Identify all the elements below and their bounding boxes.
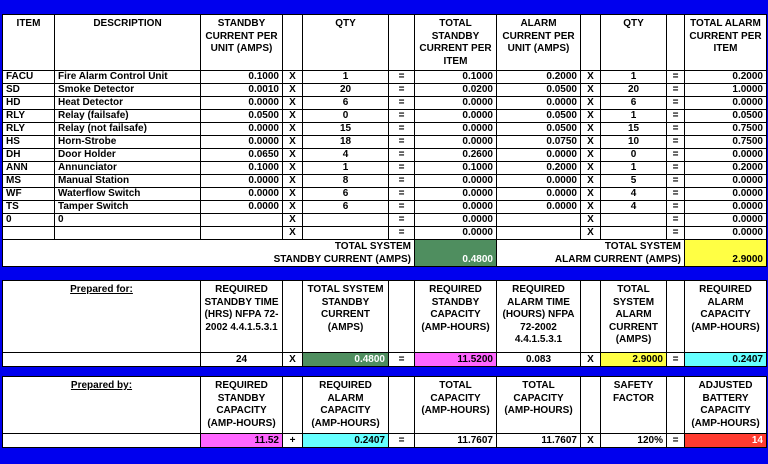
standby-per-unit-cell[interactable] (201, 227, 283, 240)
alarm-per-unit-cell[interactable]: 0.0750 (497, 136, 581, 149)
qty-cell[interactable]: 4 (303, 149, 389, 162)
total-alarm-cell[interactable]: 0.0000 (685, 188, 767, 201)
alarm-per-unit-cell[interactable]: 0.2000 (497, 71, 581, 84)
item-cell[interactable]: FACU (3, 71, 55, 84)
equals-operator: = (667, 175, 685, 188)
capacity-table (2, 280, 767, 367)
standby-per-unit-cell[interactable]: 0.0650 (201, 149, 283, 162)
table-row (3, 71, 767, 84)
total-standby-cell[interactable]: 0.0000 (415, 201, 497, 214)
qty2-cell[interactable]: 1 (601, 162, 667, 175)
standby-per-unit-cell[interactable]: 0.0000 (201, 97, 283, 110)
alarm-per-unit-cell[interactable]: 0.0000 (497, 201, 581, 214)
total-alarm-value[interactable]: 2.9000 (685, 240, 767, 267)
description-cell[interactable]: Manual Station (55, 175, 201, 188)
multiply-operator: X (283, 201, 303, 214)
qty-cell[interactable] (303, 214, 389, 227)
alarm-per-unit-cell[interactable]: 0.0500 (497, 110, 581, 123)
standby-per-unit-cell[interactable]: 0.0010 (201, 84, 283, 97)
prepared-by-label: Prepared by: (3, 377, 201, 434)
header-required-alarm-capacity: REQUIRED ALARM CAPACITY (AMP-HOURS) (303, 377, 389, 434)
total-alarm-cell[interactable]: 0.7500 (685, 136, 767, 149)
multiply-operator: X (581, 71, 601, 84)
total-standby-cell[interactable]: 0.0000 (415, 136, 497, 149)
battery-value-row (3, 434, 767, 448)
header-standby-per-unit: STANDBY CURRENT PER UNIT (AMPS) (201, 15, 283, 71)
header-blank (389, 281, 415, 353)
header-description: DESCRIPTION (55, 15, 201, 71)
safety-factor-value[interactable]: 120% (601, 434, 667, 448)
qty2-cell[interactable]: 10 (601, 136, 667, 149)
total-alarm-cell[interactable]: 0.0000 (685, 149, 767, 162)
header-required-standby-capacity: REQUIRED STANDBY CAPACITY (AMP-HOURS) (201, 377, 283, 434)
multiply-operator: X (283, 84, 303, 97)
total-alarm-label (497, 240, 685, 267)
battery-table (2, 376, 767, 448)
multiply-operator: X (581, 353, 601, 367)
equals-operator: = (667, 149, 685, 162)
total-alarm-cell[interactable]: 0.0000 (685, 201, 767, 214)
load-header-row (3, 15, 767, 71)
table-row (3, 175, 767, 188)
table-row (3, 84, 767, 97)
qty2-cell[interactable]: 4 (601, 201, 667, 214)
header-total-standby: TOTAL STANDBY CURRENT PER ITEM (415, 15, 497, 71)
header-blank (667, 15, 685, 71)
header-blank (283, 15, 303, 71)
qty-cell[interactable]: 1 (303, 71, 389, 84)
header-blank (283, 377, 303, 434)
table-row (3, 227, 767, 240)
total-standby-cell[interactable]: 0.0000 (415, 214, 497, 227)
header-required-alarm-capacity: REQUIRED ALARM CAPACITY (AMP-HOURS) (685, 281, 767, 353)
qty-cell[interactable]: 1 (303, 162, 389, 175)
multiply-operator: X (283, 162, 303, 175)
total-standby-label-2: STANDBY CURRENT (AMPS) (273, 254, 411, 265)
qty-cell[interactable]: 6 (303, 201, 389, 214)
header-qty2: QTY (601, 15, 667, 71)
standby-per-unit-cell[interactable]: 0.0000 (201, 136, 283, 149)
equals-operator: = (667, 353, 685, 367)
top-bar (0, 0, 768, 14)
description-cell[interactable]: Door Holder (55, 149, 201, 162)
standby-time-value[interactable]: 24 (201, 353, 283, 367)
alarm-time-value[interactable]: 0.083 (497, 353, 581, 367)
total-capacity-value[interactable]: 11.7607 (415, 434, 497, 448)
multiply-operator: X (581, 227, 601, 240)
qty-cell[interactable]: 20 (303, 84, 389, 97)
description-cell[interactable]: 0 (55, 214, 201, 227)
alarm-per-unit-cell[interactable]: 0.0000 (497, 149, 581, 162)
equals-operator: = (667, 123, 685, 136)
qty-cell[interactable]: 6 (303, 97, 389, 110)
equals-operator: = (389, 201, 415, 214)
equals-operator: = (389, 136, 415, 149)
total-alarm-cell[interactable]: 0.0000 (685, 175, 767, 188)
multiply-operator: X (581, 149, 601, 162)
header-required-alarm-time: REQUIRED ALARM TIME (HOURS) NFPA 72-2002 4.4.1.5.3.1 (497, 281, 581, 353)
total-standby-cell[interactable]: 0.2600 (415, 149, 497, 162)
table-row (3, 149, 767, 162)
description-cell[interactable]: Relay (not failsafe) (55, 123, 201, 136)
equals-operator: = (667, 110, 685, 123)
equals-operator: = (667, 71, 685, 84)
total-standby-cell[interactable]: 0.0000 (415, 110, 497, 123)
total-alarm-cell[interactable]: 0.0000 (685, 97, 767, 110)
alarm-per-unit-cell[interactable] (497, 227, 581, 240)
load-table (2, 14, 767, 267)
multiply-operator: X (581, 97, 601, 110)
standby-per-unit-cell[interactable] (201, 214, 283, 227)
equals-operator: = (667, 136, 685, 149)
description-cell[interactable]: Horn-Strobe (55, 136, 201, 149)
total-standby-cell[interactable]: 0.0000 (415, 97, 497, 110)
description-cell[interactable] (55, 227, 201, 240)
multiply-operator: X (283, 110, 303, 123)
qty-cell[interactable]: 8 (303, 175, 389, 188)
header-blank (667, 377, 685, 434)
item-cell[interactable]: WF (3, 188, 55, 201)
multiply-operator: X (581, 84, 601, 97)
battery-standby-capacity-value[interactable]: 11.52 (201, 434, 283, 448)
description-cell[interactable]: Heat Detector (55, 97, 201, 110)
multiply-operator: X (581, 214, 601, 227)
description-cell[interactable]: Relay (failsafe) (55, 110, 201, 123)
multiply-operator: X (283, 214, 303, 227)
multiply-operator: X (283, 353, 303, 367)
total-capacity-value-2[interactable]: 11.7607 (497, 434, 581, 448)
table-row (3, 97, 767, 110)
header-safety-factor: SAFETY FACTOR (601, 377, 667, 434)
multiply-operator: X (581, 175, 601, 188)
equals-operator: = (667, 97, 685, 110)
adjusted-battery-capacity-value[interactable]: 14 (685, 434, 767, 448)
header-total-system-alarm: TOTAL SYSTEM ALARM CURRENT (AMPS) (601, 281, 667, 353)
total-alarm-cell[interactable]: 1.0000 (685, 84, 767, 97)
multiply-operator: X (581, 136, 601, 149)
table-row (3, 136, 767, 149)
prepared-for-label: Prepared for: (3, 281, 201, 353)
multiply-operator: X (283, 175, 303, 188)
header-blank (389, 377, 415, 434)
total-alarm-cell[interactable]: 0.0500 (685, 110, 767, 123)
header-alarm-per-unit: ALARM CURRENT PER UNIT (AMPS) (497, 15, 581, 71)
standby-per-unit-cell[interactable]: 0.0000 (201, 123, 283, 136)
qty2-cell[interactable]: 1 (601, 71, 667, 84)
multiply-operator: X (283, 136, 303, 149)
header-required-standby-time: REQUIRED STANDBY TIME (HRS) NFPA 72-2002 4.4.1.5.3.1 (201, 281, 283, 353)
description-cell[interactable]: Waterflow Switch (55, 188, 201, 201)
equals-operator: = (667, 434, 685, 448)
total-standby-label (3, 240, 415, 267)
table-row (3, 110, 767, 123)
header-blank (581, 15, 601, 71)
multiply-operator: X (283, 149, 303, 162)
qty-cell[interactable] (303, 227, 389, 240)
qty2-cell[interactable] (601, 214, 667, 227)
qty2-cell[interactable]: 4 (601, 188, 667, 201)
equals-operator: = (389, 149, 415, 162)
equals-operator: = (389, 97, 415, 110)
equals-operator: = (389, 84, 415, 97)
battery-header-row (3, 377, 767, 434)
total-alarm-cell[interactable]: 0.0000 (685, 214, 767, 227)
total-alarm-label-2: ALARM CURRENT (AMPS) (554, 254, 681, 265)
required-standby-capacity-value[interactable]: 11.5200 (415, 353, 497, 367)
equals-operator: = (389, 123, 415, 136)
header-blank (581, 377, 601, 434)
equals-operator: = (389, 110, 415, 123)
description-cell[interactable]: Smoke Detector (55, 84, 201, 97)
table-row (3, 162, 767, 175)
equals-operator: = (389, 434, 415, 448)
standby-per-unit-cell[interactable]: 0.0000 (201, 175, 283, 188)
item-cell[interactable] (3, 227, 55, 240)
header-blank (283, 281, 303, 353)
description-cell[interactable]: Fire Alarm Control Unit (55, 71, 201, 84)
equals-operator: = (389, 353, 415, 367)
equals-operator: = (667, 214, 685, 227)
header-total-capacity-2: TOTAL CAPACITY (AMP-HOURS) (497, 377, 581, 434)
header-adjusted-battery-capacity: ADJUSTED BATTERY CAPACITY (AMP-HOURS) (685, 377, 767, 434)
qty2-cell[interactable]: 1 (601, 110, 667, 123)
alarm-per-unit-cell[interactable]: 0.0000 (497, 175, 581, 188)
total-standby-value[interactable]: 0.4800 (415, 240, 497, 267)
description-cell[interactable]: Annunciator (55, 162, 201, 175)
equals-operator: = (667, 227, 685, 240)
total-standby-cell[interactable]: 0.0000 (415, 227, 497, 240)
qty2-cell[interactable]: 0 (601, 149, 667, 162)
prepared-by-value[interactable] (3, 434, 201, 448)
total-standby-cell[interactable]: 0.0000 (415, 123, 497, 136)
header-item: ITEM (3, 15, 55, 71)
equals-operator: = (389, 175, 415, 188)
required-alarm-capacity-value[interactable]: 0.2407 (685, 353, 767, 367)
qty2-cell[interactable]: 5 (601, 175, 667, 188)
alarm-per-unit-cell[interactable]: 0.0000 (497, 188, 581, 201)
multiply-operator: X (581, 188, 601, 201)
header-total-alarm: TOTAL ALARM CURRENT PER ITEM (685, 15, 767, 71)
header-blank (667, 281, 685, 353)
qty-cell[interactable]: 15 (303, 123, 389, 136)
multiply-operator: X (283, 227, 303, 240)
prepared-for-value[interactable] (3, 353, 201, 367)
header-required-standby-capacity: REQUIRED STANDBY CAPACITY (AMP-HOURS) (415, 281, 497, 353)
table-row (3, 214, 767, 227)
alarm-per-unit-cell[interactable]: 0.0000 (497, 97, 581, 110)
multiply-operator: X (283, 188, 303, 201)
total-alarm-cell[interactable]: 0.0000 (685, 227, 767, 240)
table-row (3, 188, 767, 201)
total-standby-label-1: TOTAL SYSTEM (334, 241, 411, 252)
item-cell[interactable]: DH (3, 149, 55, 162)
multiply-operator: X (581, 162, 601, 175)
total-alarm-label-1: TOTAL SYSTEM (604, 241, 681, 252)
qty2-cell[interactable]: 6 (601, 97, 667, 110)
capacity-value-row (3, 353, 767, 367)
header-qty: QTY (303, 15, 389, 71)
equals-operator: = (667, 162, 685, 175)
table-row (3, 201, 767, 214)
alarm-per-unit-cell[interactable]: 0.2000 (497, 162, 581, 175)
standby-per-unit-cell[interactable]: 0.0000 (201, 201, 283, 214)
item-cell[interactable]: HD (3, 97, 55, 110)
multiply-operator: X (283, 71, 303, 84)
item-cell[interactable]: 0 (3, 214, 55, 227)
equals-operator: = (389, 188, 415, 201)
equals-operator: = (667, 84, 685, 97)
multiply-operator: X (581, 110, 601, 123)
equals-operator: = (667, 188, 685, 201)
total-alarm-current-value[interactable]: 2.9000 (601, 353, 667, 367)
total-standby-cell[interactable]: 0.1000 (415, 162, 497, 175)
equals-operator: = (389, 214, 415, 227)
qty-cell[interactable]: 18 (303, 136, 389, 149)
standby-per-unit-cell[interactable]: 0.1000 (201, 162, 283, 175)
total-row (3, 240, 767, 267)
total-alarm-cell[interactable]: 0.7500 (685, 123, 767, 136)
equals-operator: = (389, 227, 415, 240)
item-cell[interactable]: TS (3, 201, 55, 214)
equals-operator: = (389, 162, 415, 175)
total-alarm-cell[interactable]: 0.2000 (685, 71, 767, 84)
qty-cell[interactable]: 6 (303, 188, 389, 201)
total-standby-current-value[interactable]: 0.4800 (303, 353, 389, 367)
plus-operator: + (283, 434, 303, 448)
header-blank (389, 15, 415, 71)
standby-per-unit-cell[interactable]: 0.1000 (201, 71, 283, 84)
multiply-operator: X (581, 123, 601, 136)
multiply-operator: X (581, 434, 601, 448)
qty-cell[interactable]: 0 (303, 110, 389, 123)
item-cell[interactable]: RLY (3, 110, 55, 123)
load-rows (3, 71, 767, 240)
item-cell[interactable]: ANN (3, 162, 55, 175)
multiply-operator: X (283, 123, 303, 136)
qty2-cell[interactable]: 20 (601, 84, 667, 97)
equals-operator: = (389, 71, 415, 84)
qty2-cell[interactable]: 15 (601, 123, 667, 136)
header-blank (581, 281, 601, 353)
alarm-per-unit-cell[interactable] (497, 214, 581, 227)
item-cell[interactable]: SD (3, 84, 55, 97)
total-standby-cell[interactable]: 0.0000 (415, 175, 497, 188)
standby-per-unit-cell[interactable]: 0.0500 (201, 110, 283, 123)
header-total-system-standby: TOTAL SYSTEM STANDBY CURRENT (AMPS) (303, 281, 389, 353)
alarm-per-unit-cell[interactable]: 0.0500 (497, 84, 581, 97)
item-cell[interactable]: RLY (3, 123, 55, 136)
header-total-capacity: TOTAL CAPACITY (AMP-HOURS) (415, 377, 497, 434)
multiply-operator: X (581, 201, 601, 214)
battery-alarm-capacity-value[interactable]: 0.2407 (303, 434, 389, 448)
description-cell[interactable]: Tamper Switch (55, 201, 201, 214)
alarm-per-unit-cell[interactable]: 0.0500 (497, 123, 581, 136)
equals-operator: = (667, 201, 685, 214)
table-row (3, 123, 767, 136)
standby-per-unit-cell[interactable]: 0.0000 (201, 188, 283, 201)
item-cell[interactable]: HS (3, 136, 55, 149)
total-standby-cell[interactable]: 0.0000 (415, 188, 497, 201)
multiply-operator: X (283, 97, 303, 110)
total-alarm-cell[interactable]: 0.2000 (685, 162, 767, 175)
total-standby-cell[interactable]: 0.0200 (415, 84, 497, 97)
capacity-header-row (3, 281, 767, 353)
qty2-cell[interactable] (601, 227, 667, 240)
item-cell[interactable]: MS (3, 175, 55, 188)
total-standby-cell[interactable]: 0.1000 (415, 71, 497, 84)
